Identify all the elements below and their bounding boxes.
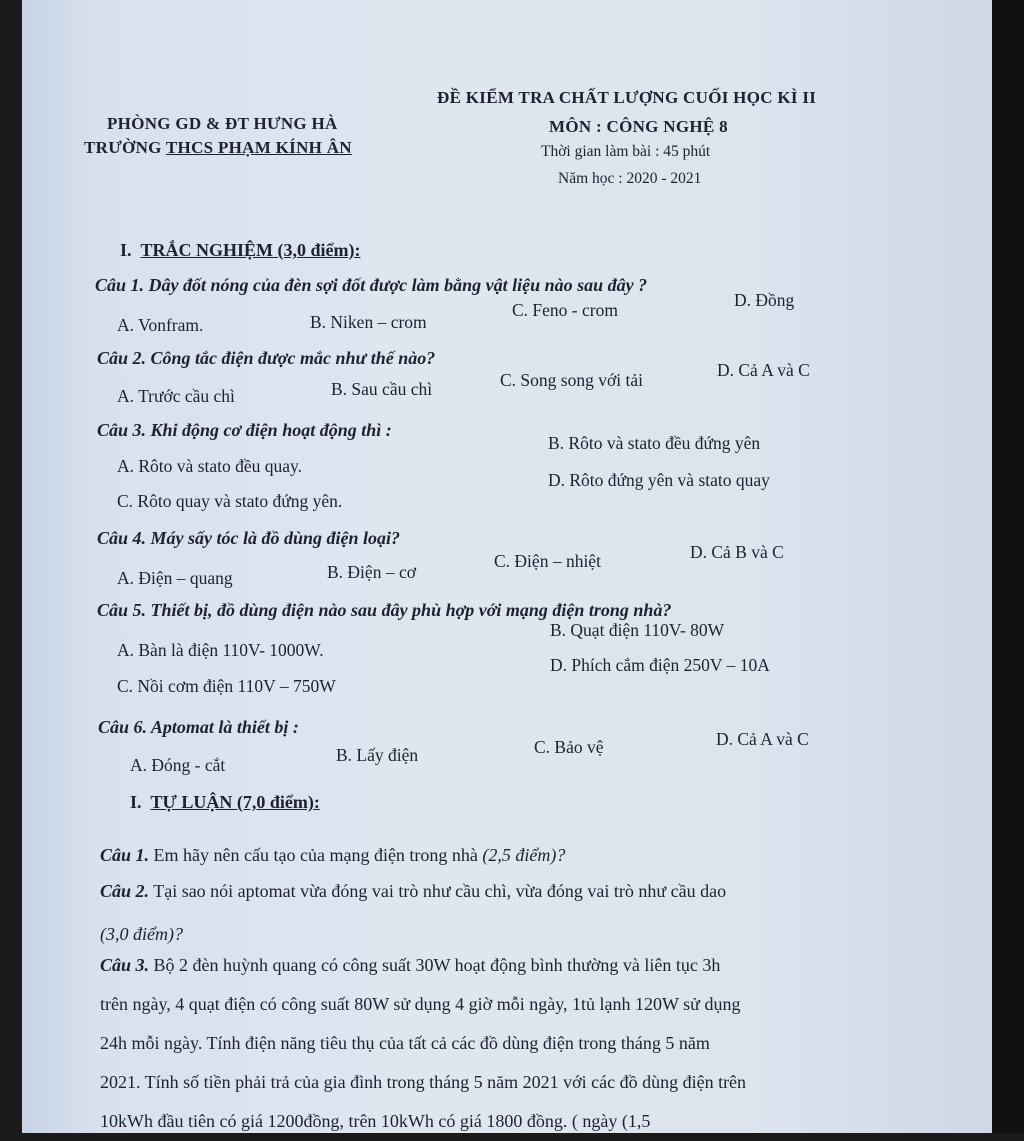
essay-question-3-line-5: 10kWh đầu tiên có giá 1200đồng, trên 10kWh có giá 1800 đồng. ( ngày (1,5 <box>100 1111 651 1131</box>
question-4: Câu 4. Máy sấy tóc là đồ dùng điện loại? <box>97 528 401 548</box>
question-4-option-c: C. Điện – nhiệt <box>494 551 601 571</box>
question-4-option-d: D. Cả B và C <box>690 542 784 562</box>
essay-question-3-line-2: trên ngày, 4 quạt điện có công suất 80W sử dụng 4 giờ mỗi ngày, 1tủ lạnh 120W sử dụng <box>100 994 741 1014</box>
question-1-option-b: B. Niken – crom <box>310 312 427 332</box>
question-6-option-d: D. Cả A và C <box>716 729 809 749</box>
question-5: Câu 5. Thiết bị, đồ dùng điện nào sau đây phù hợp với mạng điện trong nhà? <box>97 600 672 620</box>
school-year: Năm học : 2020 - 2021 <box>558 170 702 187</box>
exam-duration: Thời gian làm bài : 45 phút <box>541 143 711 160</box>
question-1: Câu 1. Dây đốt nóng của đèn sợi đốt được làm bằng vật liệu nào sau đây ? <box>95 275 648 295</box>
question-2-option-d: D. Cả A và C <box>717 360 810 380</box>
essay-question-3-line-1: Câu 3. Bộ 2 đèn huỳnh quang có công suất 30W hoạt động bình thường và liên tục 3h <box>100 955 721 975</box>
essay-question-2: Câu 2. Tại sao nói aptomat vừa đóng vai trò như cầu chì, vừa đóng vai trò như cầu dao <box>100 881 727 901</box>
question-2-option-b: B. Sau cầu chì <box>331 379 433 399</box>
question-3-option-b: B. Rôto và stato đều đứng yên <box>548 433 761 453</box>
question-1-option-a: A. Vonfram. <box>117 315 204 335</box>
question-3-option-c: C. Rôto quay và stato đứng yên. <box>117 491 343 511</box>
question-3-option-d: D. Rôto đứng yên và stato quay <box>548 470 770 490</box>
question-6: Câu 6. Aptomat là thiết bị : <box>98 717 299 737</box>
essay-question-3-line-3: 24h mỗi ngày. Tính điện năng tiêu thụ của tất cả các đồ dùng điện trong tháng 5 năm <box>100 1033 710 1053</box>
essay-question-1: Câu 1. Em hãy nên cấu tạo của mạng điện trong nhà (2,5 điểm)? <box>100 845 566 865</box>
question-1-option-d: D. Đồng <box>734 290 795 310</box>
question-2: Câu 2. Công tắc điện được mắc như thế nào? <box>97 348 436 368</box>
question-1-option-c: C. Feno - crom <box>512 300 618 320</box>
question-4-option-a: A. Điện – quang <box>117 568 233 588</box>
question-5-option-c: C. Nồi cơm điện 110V – 750W <box>117 676 336 696</box>
question-6-option-b: B. Lấy điện <box>336 745 419 765</box>
question-4-option-b: B. Điện – cơ <box>327 562 416 582</box>
essay-question-2-points: (3,0 điểm)? <box>100 924 183 944</box>
dark-background-edge <box>992 0 1024 1133</box>
question-6-option-c: C. Bảo vệ <box>534 737 604 757</box>
essay-question-3-line-4: 2021. Tính số tiền phải trả của gia đình trong tháng 5 năm 2021 với các đồ dùng điện trên <box>100 1072 747 1092</box>
question-6-option-a: A. Đóng - cắt <box>130 755 226 775</box>
exam-title: ĐỀ KIỂM TRA CHẤT LƯỢNG CUỐI HỌC KÌ II <box>437 88 817 107</box>
section-1-heading: I. TRẮC NGHIỆM (3,0 điểm): <box>120 240 361 260</box>
department-name: PHÒNG GD & ĐT HƯNG HÀ <box>107 114 338 133</box>
exam-subject: MÔN : CÔNG NGHỆ 8 <box>549 117 728 136</box>
question-3: Câu 3. Khi động cơ điện hoạt động thì : <box>97 420 392 440</box>
section-2-heading: I. TỰ LUẬN (7,0 điểm): <box>130 792 320 812</box>
question-2-option-a: A. Trước cầu chì <box>117 386 235 406</box>
question-5-option-a: A. Bàn là điện 110V- 1000W. <box>117 640 324 660</box>
question-5-option-d: D. Phích cắm điện 250V – 10A <box>550 655 770 675</box>
question-5-option-b: B. Quạt điện 110V- 80W <box>550 620 725 640</box>
question-3-option-a: A. Rôto và stato đều quay. <box>117 456 303 476</box>
school-name: TRƯỜNG THCS PHẠM KÍNH ÂN <box>84 138 352 157</box>
question-2-option-c: C. Song song với tải <box>500 370 643 390</box>
exam-paper <box>22 0 992 1133</box>
